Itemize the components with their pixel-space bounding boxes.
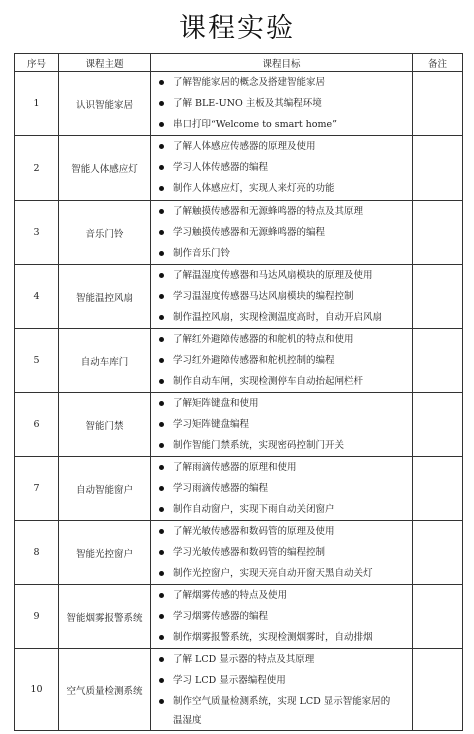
goal-item: 学习触摸传感器和无源蜂鸣器的编程 <box>157 222 408 243</box>
header-notes: 备注 <box>413 54 463 72</box>
row-number: 4 <box>15 265 59 329</box>
goal-item: 了解 BLE-UNO 主板及其编程环境 <box>157 93 408 114</box>
row-note <box>413 265 463 329</box>
row-note <box>413 136 463 201</box>
table-header-row <box>15 54 463 72</box>
row-goals <box>151 393 413 457</box>
table-row <box>15 521 463 585</box>
row-note <box>413 649 463 731</box>
goal-item: 串口打印“Welcome to smart home” <box>157 114 408 135</box>
goal-item: 制作温控风扇，实现检测温度高时，自动开启风扇 <box>157 307 408 328</box>
row-note <box>413 201 463 265</box>
row-number: 7 <box>15 457 59 521</box>
row-goals <box>151 201 413 265</box>
row-number: 9 <box>15 585 59 649</box>
header-goals: 课程目标 <box>151 54 413 72</box>
row-goals <box>151 329 413 393</box>
goal-item: 了解人体感应传感器的原理及使用 <box>157 136 408 157</box>
row-topic: 智能人体感应灯 <box>59 136 151 201</box>
row-topic: 自动车库门 <box>59 329 151 393</box>
table-row <box>15 329 463 393</box>
document-title: 课程实验 <box>179 13 295 44</box>
course-table <box>14 53 463 731</box>
row-topic: 自动智能窗户 <box>59 457 151 521</box>
goal-item: 了解 LCD 显示器的特点及其原理 <box>157 649 408 670</box>
goal-item: 学习 LCD 显示器编程使用 <box>157 670 408 691</box>
goal-item: 制作音乐门铃 <box>157 243 408 264</box>
goal-item: 学习光敏传感器和数码管的编程控制 <box>157 542 408 563</box>
goal-item: 制作自动窗户，实现下雨自动关闭窗户 <box>157 499 408 520</box>
table-row <box>15 136 463 201</box>
row-note <box>413 393 463 457</box>
row-number: 1 <box>15 72 59 136</box>
goal-item: 了解红外避障传感器的和舵机的特点和使用 <box>157 329 408 350</box>
row-goals <box>151 585 413 649</box>
row-topic: 空气质量检测系统 <box>59 649 151 731</box>
row-goals <box>151 72 413 136</box>
goal-item: 制作空气质量检测系统，实现 LCD 显示智能家居的 <box>157 691 408 712</box>
header-topic: 课程主题 <box>59 54 151 72</box>
table-row <box>15 201 463 265</box>
goal-item: 了解智能家居的概念及搭建智能家居 <box>157 72 408 93</box>
row-note <box>413 329 463 393</box>
goal-item: 了解矩阵键盘和使用 <box>157 393 408 414</box>
goal-item: 学习人体传感器的编程 <box>157 157 408 178</box>
goal-item: 制作自动车闸，实现检测停车自动抬起闸栏杆 <box>157 371 408 392</box>
row-topic: 认识智能家居 <box>59 72 151 136</box>
goal-item: 了解雨滴传感器的原理和使用 <box>157 457 408 478</box>
row-goals <box>151 649 413 731</box>
table-row <box>15 649 463 731</box>
row-topic: 音乐门铃 <box>59 201 151 265</box>
goal-item: 制作智能门禁系统，实现密码控制门开关 <box>157 435 408 456</box>
row-note <box>413 72 463 136</box>
goal-item: 了解温湿度传感器和马达风扇模块的原理及使用 <box>157 265 408 286</box>
goal-item: 了解触摸传感器和无源蜂鸣器的特点及其原理 <box>157 201 408 222</box>
header-number: 序号 <box>15 54 59 72</box>
row-number: 8 <box>15 521 59 585</box>
goal-item: 学习温湿度传感器马达风扇模块的编程控制 <box>157 286 408 307</box>
table-row <box>15 265 463 329</box>
table-row <box>15 457 463 521</box>
goal-item: 学习烟雾传感器的编程 <box>157 606 408 627</box>
row-note <box>413 585 463 649</box>
row-number: 6 <box>15 393 59 457</box>
row-goals <box>151 265 413 329</box>
row-topic: 智能门禁 <box>59 393 151 457</box>
table-row <box>15 393 463 457</box>
row-note <box>413 457 463 521</box>
row-goals <box>151 457 413 521</box>
row-note <box>413 521 463 585</box>
goal-item: 学习雨滴传感器的编程 <box>157 478 408 499</box>
goal-item-continuation: 温湿度 <box>173 715 202 726</box>
row-topic: 智能光控窗户 <box>59 521 151 585</box>
row-goals <box>151 136 413 201</box>
goal-item: 了解烟雾传感的特点及使用 <box>157 585 408 606</box>
row-number: 2 <box>15 136 59 201</box>
table-row <box>15 72 463 136</box>
row-number: 5 <box>15 329 59 393</box>
table-row <box>15 585 463 649</box>
row-number: 3 <box>15 201 59 265</box>
row-number: 10 <box>15 649 59 731</box>
row-goals <box>151 521 413 585</box>
goal-item: 了解光敏传感器和数码管的原理及使用 <box>157 521 408 542</box>
goal-item: 制作人体感应灯，实现人来灯亮的功能 <box>157 178 408 199</box>
goal-item: 制作烟雾报警系统，实现检测烟雾时，自动排烟 <box>157 627 408 648</box>
goal-item: 制作光控窗户，实现天亮自动开窗天黑自动关灯 <box>157 563 408 584</box>
row-topic: 智能烟雾报警系统 <box>59 585 151 649</box>
goal-item: 学习红外避障传感器和舵机控制的编程 <box>157 350 408 371</box>
goal-item: 学习矩阵键盘编程 <box>157 414 408 435</box>
row-topic: 智能温控风扇 <box>59 265 151 329</box>
